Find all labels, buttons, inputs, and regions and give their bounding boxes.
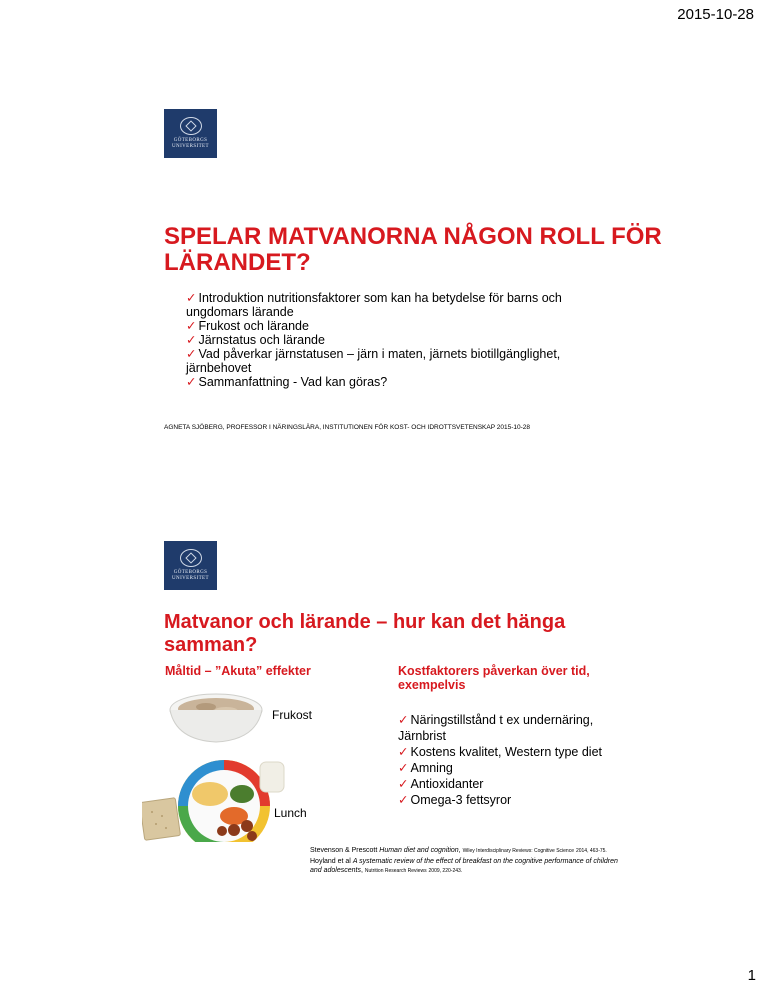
reference-item: Hoyland et al A systematic review of the effect of breakfast on the cognitive performance of children and adolescents, Nutrition Research Reviews 2009, 220-243. [310,857,618,874]
check-icon: ✓ [186,375,197,389]
university-logo [164,541,217,590]
check-icon: ✓ [186,333,197,347]
university-logo [164,109,217,158]
bullet-text: Vad påverkar järnstatusen – järn i maten, järnets biotillgänglighet, järnbehovet [186,347,561,375]
check-icon: ✓ [398,793,409,807]
reference-year-pages: 2014, 463-75. [575,848,607,854]
check-icon: ✓ [398,761,409,775]
logo-text-line1: GÖTEBORGS [173,138,208,143]
bullet-text: Kostens kvalitet, Western type diet [410,745,603,759]
reference-journal: Nutrition Research Reviews [364,868,427,874]
logo-text-line2: UNIVERSITET [172,576,209,581]
reference-year-pages: 2009, 220-243. [428,868,463,874]
slide1-title: SPELAR MATVANORNA NÅGON ROLL FÖR LÄRANDET? [164,223,662,276]
seal-icon [180,117,202,135]
lunch-label: Lunch [274,806,307,820]
list-item [186,291,606,319]
bullet-text: Frukost och lärande [198,319,309,333]
reference-authors: Hoyland et al [310,857,351,865]
list-item [398,744,628,760]
list-item [186,333,606,347]
seal-icon [180,549,202,567]
page-number: 1 [747,967,756,984]
check-icon: ✓ [186,347,197,361]
slide2-bullet-list [398,712,628,808]
reference-authors: Stevenson & Prescott [310,847,378,854]
bullet-text: Introduktion nutritionsfaktorer som kan ha betydelse för barns och ungdomars lärande [186,291,562,319]
reference-item: Stevenson & Prescott Human diet and cognition, Wiley Interdisciplinary Reviews: Cognitive Science 2014, 463-75. [310,847,607,854]
bullet-text: Sammanfattning - Vad kan göras? [198,375,388,389]
check-icon: ✓ [398,713,409,727]
logo-text-line2: UNIVERSITET [172,144,209,149]
list-item [398,760,628,776]
logo-text-line1: GÖTEBORGS [173,570,208,575]
bullet-text: Amning [410,761,453,775]
check-icon: ✓ [398,777,409,791]
bullet-text: Antioxidanter [410,777,484,791]
lunch-plate-image [142,756,290,842]
bullet-text: Järnstatus och lärande [198,333,325,347]
bullet-text: Näringstillstånd t ex undernäring, Järnbrist [398,713,594,743]
reference-title: A systematic review of the effect of breakfast on the cognitive performance of children and adolescents [310,857,618,874]
reference-journal: Wiley Interdisciplinary Reviews: Cognitive Science [462,848,574,854]
page-date: 2015-10-28 [677,6,754,23]
reference-title: Human diet and cognition [379,847,459,854]
list-item [398,712,628,744]
breakfast-label: Frukost [272,708,313,722]
check-icon: ✓ [186,319,197,333]
check-icon: ✓ [398,745,409,759]
breakfast-bowl-image [166,690,266,746]
list-item [398,792,628,808]
right-column-heading: Kostfaktorers påverkan över tid, exempelvis [398,664,590,692]
list-item [186,347,606,375]
bullet-text: Omega-3 fettsyror [410,793,512,807]
left-column-heading: Måltid – ”Akuta” effekter [165,664,311,678]
list-item [186,319,606,333]
slide1-bullet-list [186,291,606,389]
slide2-title: Matvanor och lärande – hur kan det hänga samman? [164,611,566,656]
references [310,846,630,877]
list-item [398,776,628,792]
slide1-footer: AGNETA SJÖBERG, PROFESSOR I NÄRINGSLÄRA, INSTITUTIONEN FÖR KOST- OCH IDROTTSVETENSKAP 2015-10-28 [164,424,531,431]
check-icon: ✓ [186,291,197,305]
list-item [186,375,606,389]
